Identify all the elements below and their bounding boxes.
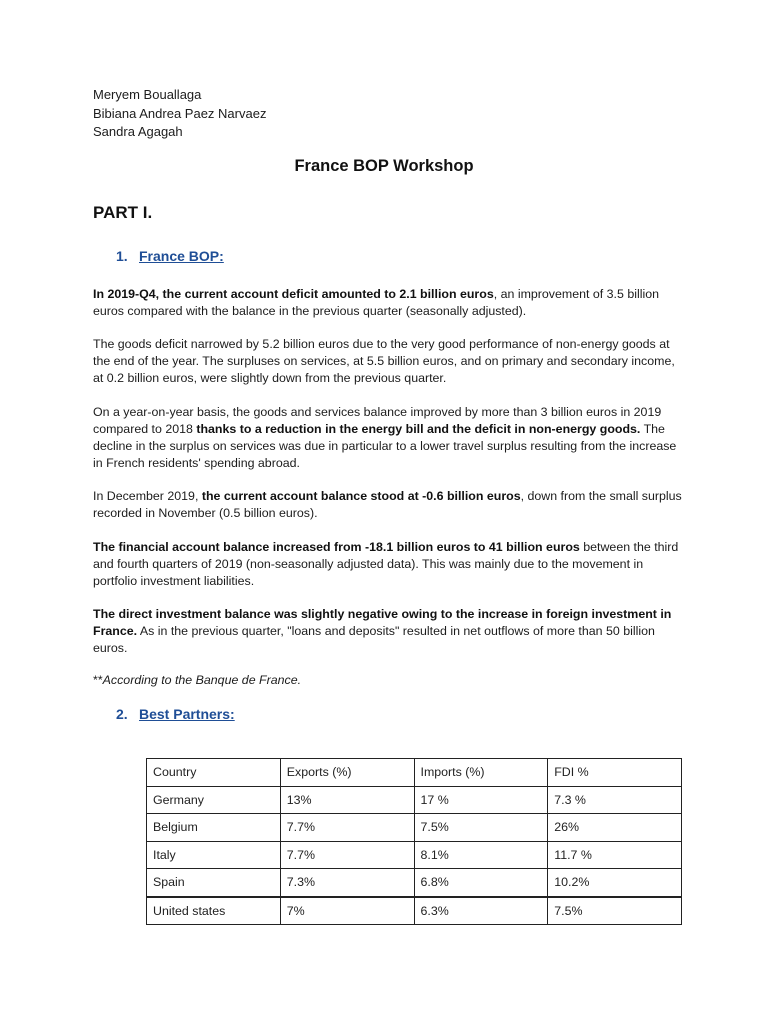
paragraph-text: As in the previous quarter, "loans and deposits" resulted in net outflows of more than 50 billion euros. [93,624,655,655]
table-cell: Spain [147,869,281,897]
section-heading-france-bop [116,248,224,264]
paragraph-text: The goods deficit narrowed by 5.2 billion euros due to the very good performance of non-energy goods at the end of the year. The surpluses on services, at 5.5 billion euros, and on primary and secondary income, at 0.2 billion euros, were slightly down from the previous quarter. [93,337,675,385]
author-list [93,86,266,142]
author-name: Meryem Bouallaga [93,87,202,102]
paragraph-bold-text: In 2019-Q4, the current account deficit amounted to 2.1 billion euros [93,287,494,301]
paragraph-bold-text: thanks to a reduction in the energy bill and the deficit in non-energy goods. [196,422,641,436]
section-label: France BOP: [139,248,224,264]
section-label: Best Partners: [139,706,235,722]
table-row [147,786,682,814]
paragraph-text: The decline in the surplus on services was due in particular to a lower travel surplus resulting from the increase in French residents' spending abroad. [93,422,677,470]
table-cell: 11.7 % [548,841,682,869]
table-cell: 7% [280,897,414,925]
table-row [147,841,682,869]
author-name: Bibiana Andrea Paez Narvaez [93,105,267,121]
table-cell: 7.5% [414,814,548,842]
table-cell: 7.3% [280,869,414,897]
part-heading: PART I. [93,203,153,222]
table-header-row [147,759,682,787]
table-cell: 26% [548,814,682,842]
table-cell: 7.7% [280,841,414,869]
table-header-cell: Imports (%) [414,759,548,787]
paragraph-text: , an improvement of 3.5 billion euros compared with the balance in the previous quarter (seasonally adjusted). [93,287,660,318]
paragraph-text: between the third and fourth quarters of 2019 (non-seasonally adjusted data). This was mainly due to the movement in portfolio investment liabilities. [93,540,679,588]
table-cell: 7.5% [548,897,682,925]
document-title: France BOP Workshop [294,157,474,175]
table-cell: 17 % [414,786,548,814]
section-number: 2. [116,706,128,722]
paragraph-text: , down from the small surplus recorded in November (0.5 billion euros). [93,489,682,520]
paragraph-current-account-deficit [93,286,683,320]
table-cell: 10.2% [548,869,682,897]
paragraph-text: On a year-on-year basis, the goods and services balance improved by more than 3 billion euros in 2019 compared to 2018 [93,405,662,436]
paragraph-december-balance [93,488,683,522]
author-name: Sandra Agagah [93,124,183,139]
paragraph-direct-investment [93,606,683,657]
paragraph-bold-text: The financial account balance increased from -18.1 billion euros to 41 billion euros [93,540,580,554]
table-cell: 6.3% [414,897,548,925]
note-prefix: ** [93,673,103,687]
partners-table [146,758,682,925]
table-header-cell: Country [147,759,281,787]
table-cell: Italy [147,841,281,869]
table-cell: Belgium [147,814,281,842]
note-text: According to the Banque de France. [102,673,302,687]
table-cell: 7.7% [280,814,414,842]
section-heading-best-partners [116,706,235,722]
table-cell: 6.8% [414,869,548,897]
table-cell: United states [147,897,281,925]
paragraph-bold-text: The direct investment balance was slightly negative owing to the increase in foreign investment in France. [93,607,672,638]
table-header-cell: FDI % [548,759,682,787]
table-header-cell: Exports (%) [280,759,414,787]
paragraph-text: In December 2019, [93,489,202,503]
paragraph-bold-text: the current account balance stood at -0.6 billion euros [201,489,521,503]
table-row [147,897,682,925]
table-cell: 13% [280,786,414,814]
table-cell: 7.3 % [548,786,682,814]
table-cell: Germany [147,786,281,814]
paragraph-year-on-year [93,404,683,472]
paragraph-goods-deficit [93,336,683,387]
table-cell: 8.1% [414,841,548,869]
paragraph-financial-account [93,539,683,590]
source-note [93,672,301,689]
section-number: 1. [116,248,128,264]
table-row [147,814,682,842]
table-row [147,869,682,897]
